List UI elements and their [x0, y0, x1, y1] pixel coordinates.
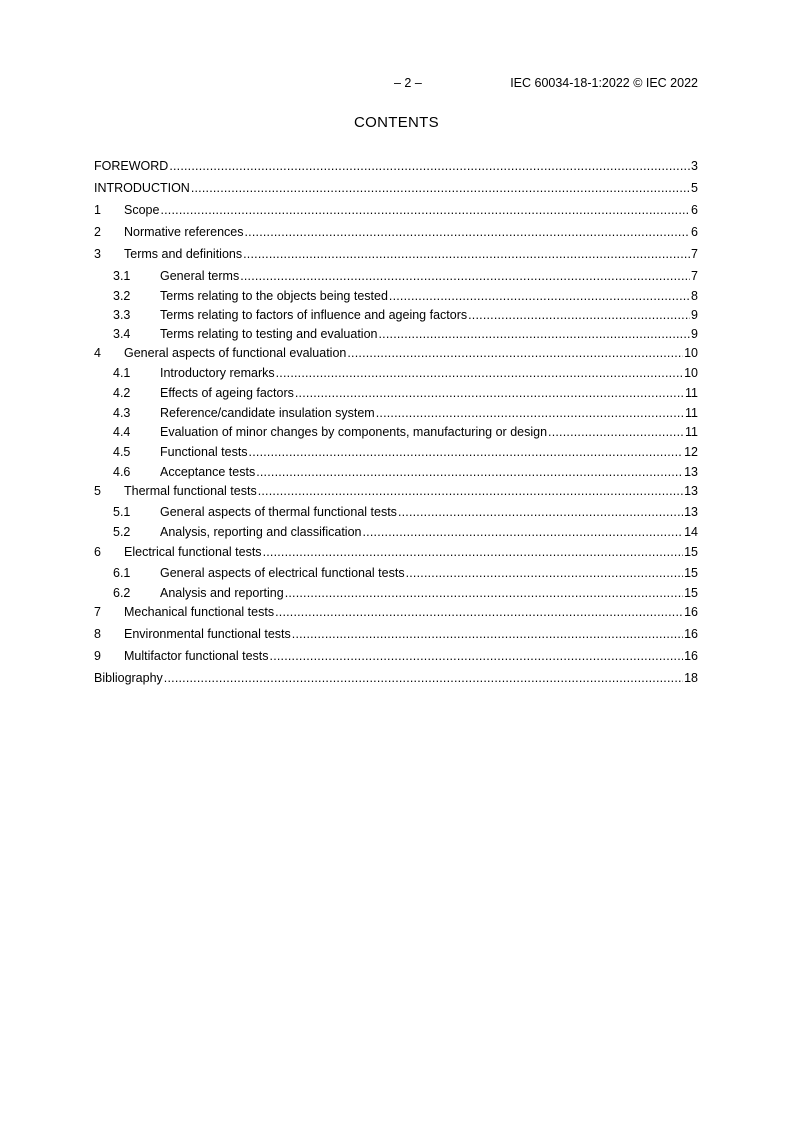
toc-dot-leader: [263, 543, 684, 561]
toc-dot-leader: [270, 647, 684, 665]
toc-entry[interactable]: [94, 245, 698, 263]
toc-entry[interactable]: [113, 384, 698, 402]
toc-entry-number: 5.2: [113, 525, 131, 539]
toc-dot-leader: [292, 625, 683, 643]
toc-entry-page: 11: [685, 425, 698, 439]
toc-dot-leader: [285, 584, 683, 602]
toc-dot-leader: [249, 443, 684, 461]
toc-entry-page: 14: [684, 525, 698, 539]
toc-entry-title: Functional tests: [160, 445, 248, 459]
toc-entry-title: Multifactor functional tests: [124, 649, 269, 663]
toc-entry[interactable]: [94, 625, 698, 643]
toc-entry-page: 10: [684, 366, 698, 380]
toc-entry-page: 5: [691, 181, 698, 195]
toc-entry-title: Electrical functional tests: [124, 545, 262, 559]
toc-entry-title: Reference/candidate insulation system: [160, 406, 375, 420]
toc-entry-number: 3.4: [113, 327, 131, 341]
toc-entry-page: 9: [691, 327, 698, 341]
toc-dot-leader: [245, 223, 691, 241]
toc-entry-title: Terms relating to testing and evaluation: [160, 327, 378, 341]
contents-heading: CONTENTS: [354, 114, 439, 131]
toc-entry[interactable]: [113, 523, 698, 541]
toc-dot-leader: [240, 267, 690, 285]
toc-entry-page: 18: [684, 671, 698, 685]
toc-entry[interactable]: [113, 306, 698, 324]
toc-entry[interactable]: [113, 584, 698, 602]
toc-entry-page: 7: [691, 247, 698, 261]
toc-dot-leader: [363, 523, 684, 541]
toc-entry-number: 3: [94, 247, 101, 261]
toc-entry-title: Normative references: [124, 225, 244, 239]
toc-entry-number: 4.1: [113, 366, 131, 380]
toc-entry[interactable]: [113, 423, 698, 441]
toc-entry-title: Acceptance tests: [160, 465, 256, 479]
toc-dot-leader: [276, 364, 683, 382]
toc-entry-page: 11: [685, 386, 698, 400]
toc-entry-number: 5: [94, 484, 101, 498]
toc-dot-leader: [164, 669, 683, 687]
toc-entry-title: Environmental functional tests: [124, 627, 291, 641]
toc-entry[interactable]: [94, 543, 698, 561]
toc-entry-number: 3.3: [113, 308, 131, 322]
toc-entry-title: Mechanical functional tests: [124, 605, 275, 619]
toc-entry-title: Terms and definitions: [124, 247, 243, 261]
toc-entry-number: 6.2: [113, 586, 131, 600]
toc-entry[interactable]: [94, 482, 698, 500]
page-number: – 2 –: [394, 76, 422, 90]
toc-entry-title: Analysis and reporting: [160, 586, 284, 600]
toc-entry-page: 11: [685, 406, 698, 420]
toc-entry[interactable]: [113, 564, 698, 582]
toc-entry-number: 4.6: [113, 465, 131, 479]
toc-entry-title: Evaluation of minor changes by components, manufacturing or design: [160, 425, 548, 439]
toc-entry-page: 13: [684, 484, 698, 498]
toc-entry-number: 6: [94, 545, 101, 559]
toc-dot-leader: [256, 463, 683, 481]
toc-entry-title: Terms relating to factors of influence and ageing factors: [160, 308, 468, 322]
toc-entry-page: 16: [684, 649, 698, 663]
toc-dot-leader: [468, 306, 690, 324]
toc-entry-page: 15: [684, 545, 698, 559]
toc-dot-leader: [398, 503, 683, 521]
toc-dot-leader: [389, 287, 690, 305]
toc-entry-number: 1: [94, 203, 101, 217]
toc-entry-title: Effects of ageing factors: [160, 386, 294, 400]
toc-entry[interactable]: [113, 364, 698, 382]
toc-entry[interactable]: [113, 503, 698, 521]
toc-entry-number: 5.1: [113, 505, 131, 519]
toc-entry-title: Bibliography: [94, 671, 163, 685]
toc-entry-number: 4.4: [113, 425, 131, 439]
toc-entry-number: 7: [94, 605, 101, 619]
toc-entry-number: 9: [94, 649, 101, 663]
toc-entry-page: 16: [684, 627, 698, 641]
toc-entry-title: Analysis, reporting and classification: [160, 525, 362, 539]
toc-entry-title: Thermal functional tests: [124, 484, 257, 498]
toc-entry-page: 13: [684, 505, 698, 519]
toc-dot-leader: [169, 157, 690, 175]
toc-entry-page: 12: [684, 445, 698, 459]
toc-entry-number: 2: [94, 225, 101, 239]
toc-entry-page: 15: [684, 586, 698, 600]
toc-dot-leader: [406, 564, 684, 582]
toc-entry-page: 9: [691, 308, 698, 322]
toc-entry[interactable]: [94, 157, 698, 175]
toc-entry[interactable]: [113, 463, 698, 481]
toc-entry-page: 13: [684, 465, 698, 479]
toc-entry-title: Terms relating to the objects being tested: [160, 289, 388, 303]
toc-dot-leader: [275, 603, 683, 621]
toc-entry-page: 8: [691, 289, 698, 303]
page-header: [94, 76, 698, 92]
toc-entry-title: Scope: [124, 203, 160, 217]
toc-entry-number: 3.1: [113, 269, 131, 283]
toc-entry[interactable]: [113, 443, 698, 461]
toc-entry-title: General aspects of thermal functional tests: [160, 505, 397, 519]
toc-entry-page: 3: [691, 159, 698, 173]
toc-entry-number: 6.1: [113, 566, 131, 580]
toc-entry[interactable]: [94, 201, 698, 219]
toc-entry-title: Introductory remarks: [160, 366, 275, 380]
toc-entry-number: 8: [94, 627, 101, 641]
toc-entry-number: 4: [94, 346, 101, 360]
toc-dot-leader: [160, 201, 690, 219]
toc-dot-leader: [295, 384, 684, 402]
toc-dot-leader: [258, 482, 683, 500]
toc-dot-leader: [376, 404, 684, 422]
toc-entry-number: 4.2: [113, 386, 131, 400]
toc-entry[interactable]: [113, 267, 698, 285]
toc-entry-title: General aspects of functional evaluation: [124, 346, 347, 360]
toc-entry-page: 6: [691, 225, 698, 239]
toc-entry-page: 15: [684, 566, 698, 580]
toc-entry[interactable]: [94, 179, 698, 197]
document-identifier: IEC 60034-18-1:2022 © IEC 2022: [510, 76, 698, 90]
toc-entry-title: General terms: [160, 269, 240, 283]
toc-entry-page: 10: [684, 346, 698, 360]
toc-dot-leader: [243, 245, 690, 263]
toc-entry[interactable]: [94, 669, 698, 687]
toc-dot-leader: [347, 344, 683, 362]
toc-entry[interactable]: [94, 603, 698, 621]
toc-entry[interactable]: [94, 647, 698, 665]
toc-entry-page: 7: [691, 269, 698, 283]
toc-entry-page: 16: [684, 605, 698, 619]
toc-entry[interactable]: [113, 287, 698, 305]
toc-entry[interactable]: [94, 344, 698, 362]
toc-entry-page: 6: [691, 203, 698, 217]
toc-dot-leader: [191, 179, 690, 197]
toc-entry-title: FOREWORD: [94, 159, 169, 173]
toc-entry-title: INTRODUCTION: [94, 181, 190, 195]
toc-dot-leader: [379, 325, 691, 343]
toc-entry[interactable]: [113, 325, 698, 343]
toc-dot-leader: [548, 423, 684, 441]
toc-entry[interactable]: [94, 223, 698, 241]
toc-entry-number: 4.5: [113, 445, 131, 459]
toc-entry-title: General aspects of electrical functional tests: [160, 566, 405, 580]
toc-entry[interactable]: [113, 404, 698, 422]
toc-entry-number: 3.2: [113, 289, 131, 303]
toc-entry-number: 4.3: [113, 406, 131, 420]
